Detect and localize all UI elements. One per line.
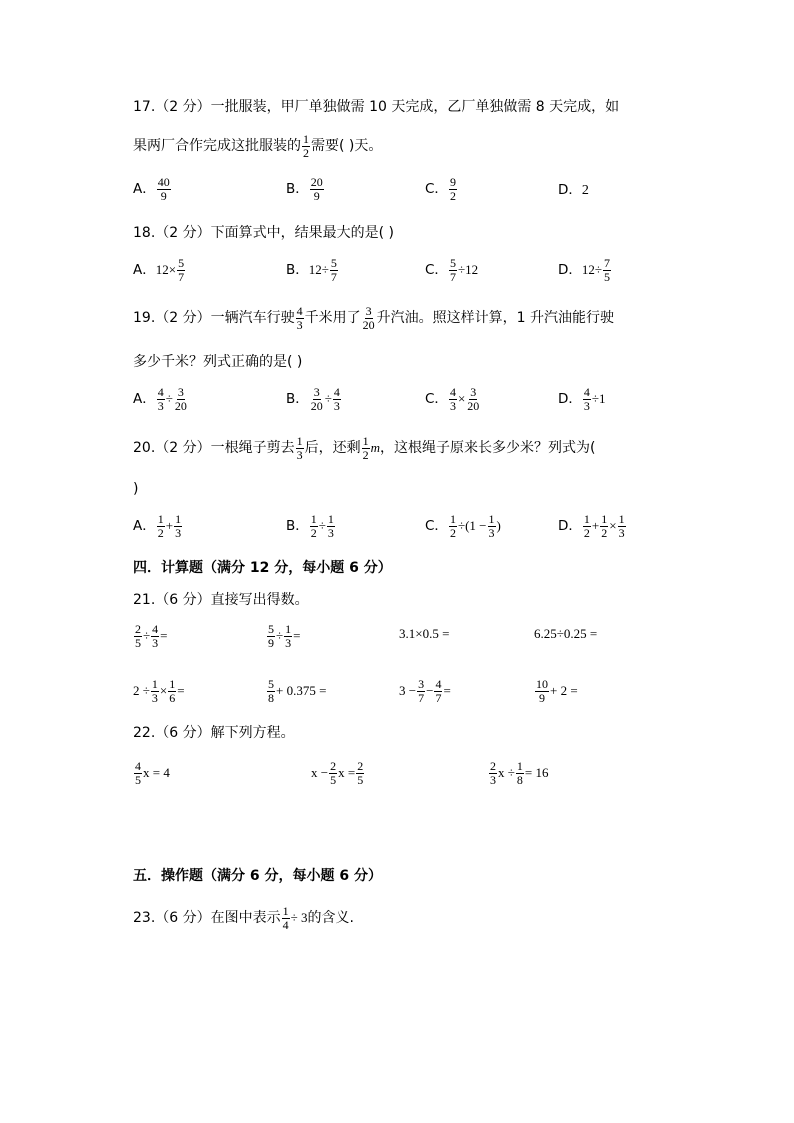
q23-text-pre: 23.（6 分）在图中表示 (133, 910, 281, 927)
item-equals: = (443, 683, 451, 699)
item-equals: = (177, 683, 185, 699)
equation-middle: x = (338, 765, 356, 781)
q18-option-d[interactable] (558, 257, 612, 283)
q20-option-d[interactable] (558, 513, 627, 539)
option-fraction: $\frac{5}{7}$ (178, 256, 185, 284)
option-label: D． (558, 182, 582, 198)
option-fraction: $\frac{5}{7}$ (330, 256, 337, 284)
q21-item-4: 6.25÷0.25 = (534, 626, 598, 641)
equation-rest: = 16 (524, 765, 549, 781)
q22-equation-1 (133, 760, 170, 786)
q21-item-3: 3.1×0.5 = (399, 626, 450, 641)
q21-item-6 (266, 678, 326, 704)
equation-fraction: $\frac{4}{5}$ (135, 759, 141, 787)
item-prefix: 2 ÷ (133, 683, 150, 699)
q23-operator: ÷ 3 (290, 910, 308, 926)
option-label: D． (558, 518, 582, 535)
item-operator: × (159, 683, 168, 699)
option-fraction: $\frac{4}{3}$ (449, 385, 456, 413)
q20-option-b[interactable] (286, 513, 336, 539)
item-suffix: + 0.375 = (276, 683, 327, 699)
option-label: A． (133, 181, 156, 198)
item-fraction: $\frac{2}{5}$ (135, 622, 141, 650)
q17-stem-line2 (133, 133, 382, 159)
option-label: A． (133, 518, 156, 535)
option-fraction: $\frac{1}{2}$ (310, 512, 317, 540)
option-operator: ÷ (457, 518, 466, 534)
option-fraction: $\frac{9}{2}$ (449, 175, 456, 203)
q17-option-a[interactable] (133, 176, 172, 202)
q18-option-b[interactable] (286, 257, 339, 283)
option-fraction: $\frac{1}{3}$ (175, 512, 182, 540)
q19-stem-line2: 多少千米？列式正确的是( ) (133, 354, 303, 370)
option-operator: ÷ (165, 391, 173, 407)
equation-fraction: $\frac{2}{5}$ (330, 759, 337, 787)
q21-item-7 (399, 678, 451, 704)
q17-text-post: 需要( )天。 (311, 138, 383, 155)
q22-stem: 22.（6 分）解下列方程。 (133, 725, 295, 741)
option-label: B． (286, 518, 309, 535)
q19-stem-line1 (133, 305, 614, 331)
q21-item-1 (133, 623, 167, 649)
option-operator: × (457, 391, 466, 407)
option-label: C． (425, 262, 448, 279)
q19-text-pre: 19.（2 分）一辆汽车行驶 (133, 310, 295, 327)
item-fraction: $\frac{1}{3}$ (285, 622, 292, 650)
equation-middle: x ÷ (498, 765, 515, 781)
item-suffix: + 2 = (550, 683, 578, 699)
option-value: 2 (581, 183, 589, 198)
option-fraction: $\frac{4}{3}$ (583, 385, 590, 413)
q20-unit: m (370, 440, 381, 456)
option-label: B． (286, 391, 309, 408)
option-operator: ÷ (321, 262, 329, 278)
section-4-title: 四．计算题（满分 12 分，每小题 6 分） (133, 560, 392, 576)
item-fraction: $\frac{5}{9}$ (268, 622, 274, 650)
option-paren-close: ) (496, 518, 501, 534)
q17-option-b[interactable] (286, 176, 325, 202)
q20-fraction-remaining: $\frac{1}{2}$ (362, 434, 369, 462)
item-fraction: $\frac{1}{3}$ (151, 677, 158, 705)
q20-fraction-cut: $\frac{1}{3}$ (296, 434, 303, 462)
option-operator: × (609, 518, 617, 534)
equation-rest: x = 4 (143, 765, 170, 781)
q21-item-5 (133, 678, 185, 704)
option-fraction: $\frac{5}{7}$ (449, 256, 456, 284)
option-fraction: $\frac{3}{20}$ (467, 385, 480, 413)
item-fraction: $\frac{3}{7}$ (418, 677, 425, 705)
option-label: A． (133, 391, 156, 408)
item-equals: = (293, 628, 301, 644)
q18-stem: 18.（2 分）下面算式中，结果最大的是( ) (133, 225, 394, 241)
item-operator: ÷ (276, 628, 284, 644)
option-label: D． (558, 391, 582, 408)
option-number: 1 (599, 391, 606, 407)
option-fraction: $\frac{40}{9}$ (157, 175, 170, 203)
option-fraction: $\frac{3}{20}$ (310, 385, 323, 413)
q19-fraction-fuel: $\frac{3}{20}$ (362, 304, 375, 332)
option-label: C． (425, 181, 448, 198)
option-operator: ÷ (318, 518, 326, 534)
option-fraction: $\frac{4}{3}$ (157, 385, 164, 413)
q18-option-a[interactable] (133, 257, 186, 283)
q20-option-a[interactable] (133, 513, 183, 539)
q21-stem: 21.（6 分）直接写出得数。 (133, 592, 309, 608)
q18-option-c[interactable] (425, 257, 478, 283)
q19-option-d[interactable] (558, 386, 606, 412)
option-operator: ÷ (324, 391, 332, 407)
option-fraction: $\frac{1}{2}$ (583, 512, 590, 540)
item-equals: = (160, 628, 168, 644)
option-label: B． (286, 181, 309, 198)
option-number: 12 (465, 262, 479, 278)
q19-option-a[interactable] (133, 386, 189, 412)
q19-text-post: 升汽油。照这样计算，1 升汽油能行驶 (376, 310, 614, 327)
option-label: A． (133, 262, 156, 279)
option-fraction: $\frac{7}{5}$ (604, 256, 611, 284)
option-fraction: $\frac{1}{2}$ (601, 512, 608, 540)
option-fraction: $\frac{1}{3}$ (488, 512, 495, 540)
q22-equation-3 (488, 760, 548, 786)
item-fraction: $\frac{5}{8}$ (268, 677, 274, 705)
item-fraction: $\frac{10}{9}$ (536, 677, 548, 705)
option-fraction: $\frac{1}{3}$ (618, 512, 625, 540)
q19-option-b[interactable] (286, 386, 342, 412)
option-operator: + (165, 518, 174, 534)
q20-stem-line1 (133, 435, 595, 461)
option-number: 12 (581, 262, 595, 278)
q17-option-d[interactable] (558, 184, 589, 198)
q21-item-2 (266, 623, 300, 649)
option-paren-open: (1 − (465, 518, 487, 534)
option-operator: ÷ (594, 262, 603, 278)
option-fraction: $\frac{1}{3}$ (327, 512, 334, 540)
option-operator: + (591, 518, 600, 534)
option-number: 12 (308, 262, 322, 278)
q22-equation-2 (311, 760, 365, 786)
equation-prefix: x − (311, 765, 329, 781)
item-operator: − (426, 683, 434, 699)
q20-text-pre: 20.（2 分）一根绳子剪去 (133, 440, 295, 457)
q17-fraction: $\frac{1}{2}$ (303, 132, 309, 160)
item-fraction: $\frac{4}{3}$ (152, 622, 159, 650)
q23-text-post: 的含义. (307, 910, 354, 927)
option-number: 12 (155, 262, 169, 278)
option-operator: × (168, 262, 177, 278)
item-operator: ÷ (143, 628, 151, 644)
option-label: C． (425, 391, 448, 408)
equation-fraction: $\frac{1}{8}$ (516, 759, 523, 787)
q23-fraction: $\frac{1}{4}$ (282, 904, 289, 932)
q23-stem (133, 905, 354, 931)
option-fraction: $\frac{3}{20}$ (174, 385, 187, 413)
q21-item-8 (534, 678, 578, 704)
option-fraction: $\frac{20}{9}$ (310, 175, 323, 203)
item-fraction: $\frac{4}{7}$ (435, 677, 442, 705)
option-fraction: $\frac{1}{2}$ (449, 512, 456, 540)
option-label: D． (558, 262, 582, 279)
q17-option-c[interactable] (425, 176, 458, 202)
q20-text-mid: 后，还剩 (304, 440, 361, 457)
q20-stem-line2: ) (133, 481, 139, 497)
option-operator: ÷ (591, 391, 600, 407)
q17-text-pre: 果两厂合作完成这批服装的 (133, 138, 301, 155)
q19-fraction-distance: $\frac{4}{3}$ (296, 304, 303, 332)
section-5-title: 五．操作题（满分 6 分，每小题 6 分） (133, 868, 382, 884)
option-label: B． (286, 262, 309, 279)
option-label: C． (425, 518, 448, 535)
equation-fraction: $\frac{2}{3}$ (490, 759, 496, 787)
q19-text-mid: 千米用了 (304, 310, 361, 327)
option-fraction: $\frac{4}{3}$ (333, 385, 340, 413)
option-operator: ÷ (457, 262, 466, 278)
option-fraction: $\frac{1}{2}$ (157, 512, 164, 540)
item-prefix: 3 − (399, 683, 417, 699)
q20-text-post: ，这根绳子原来长多少米？列式为( (380, 440, 596, 457)
item-fraction: $\frac{1}{6}$ (169, 677, 176, 705)
q20-option-c[interactable] (425, 513, 501, 539)
q19-option-c[interactable] (425, 386, 481, 412)
q17-stem-line1: 17.（2 分）一批服装，甲厂单独做需 10 天完成，乙厂单独做需 8 天完成，如 (133, 99, 620, 115)
equation-fraction: $\frac{2}{5}$ (357, 759, 364, 787)
